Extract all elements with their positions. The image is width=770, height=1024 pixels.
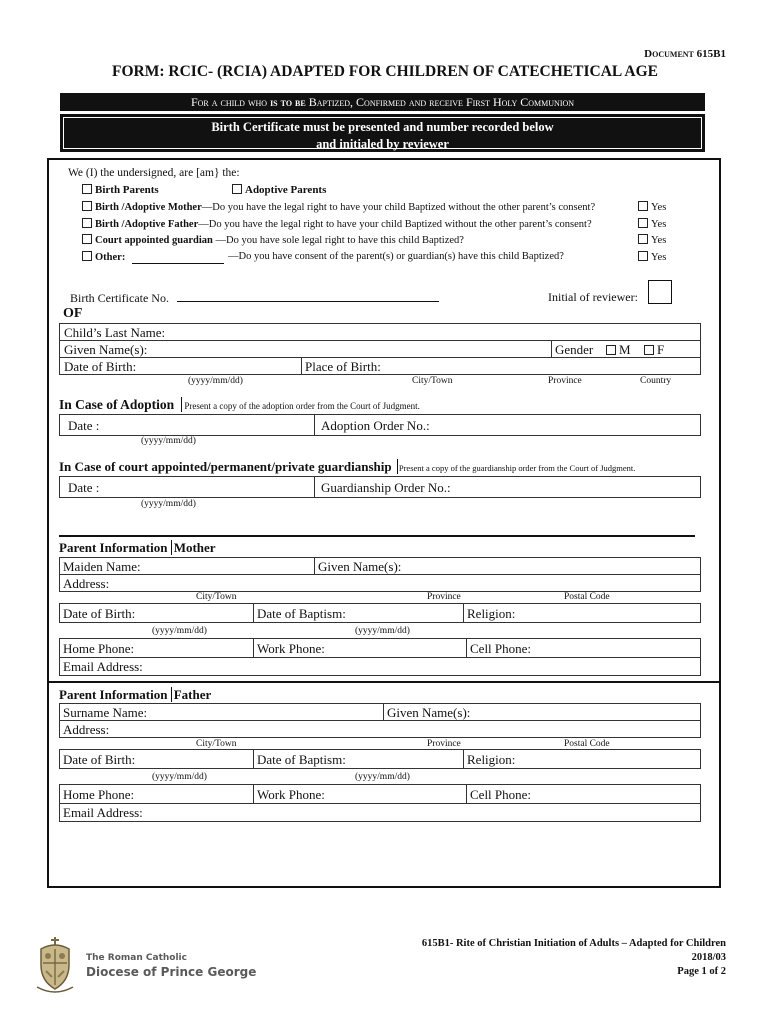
father-baptism-cell[interactable] [253, 750, 463, 768]
guardian-checkbox[interactable] [82, 234, 92, 244]
yes-father-label: Yes [651, 219, 667, 230]
mother-cell-label: Cell Phone: [470, 641, 532, 656]
mother-email-row[interactable] [59, 657, 701, 676]
yes-other [638, 251, 666, 263]
mother-baptism-label: Date of Baptism: [257, 606, 346, 621]
father-baptism-label: Date of Baptism: [257, 752, 346, 767]
father-dob-label: Date of Birth: [63, 752, 136, 767]
mother-question: —Do you have the legal right to have your child Baptized without the other parent’s consent? [201, 202, 596, 213]
mother-province-hint: Province [427, 592, 461, 602]
father-cell-label: Cell Phone: [470, 787, 532, 802]
mother-city-hint: City/Town [196, 592, 237, 602]
father-email-row[interactable] [59, 803, 701, 822]
father-name-row[interactable] [59, 703, 701, 721]
yes-guardian [638, 234, 666, 246]
document-code-prefix: Document [644, 48, 694, 60]
father-question: —Do you have the legal right to have your child Baptized without the other parent’s consent? [198, 219, 592, 230]
father-phone-row[interactable] [59, 784, 701, 804]
certificate-number-input[interactable] [177, 301, 439, 302]
father-given-label: Given Name(s): [387, 705, 471, 720]
purpose-banner [60, 93, 705, 111]
diocese-line-2: Diocese of Prince George [86, 965, 257, 979]
other-checkbox[interactable] [82, 251, 92, 261]
father-address-label: Address: [63, 722, 110, 737]
adoption-order-cell[interactable] [314, 415, 701, 435]
adoption-date-hint: (yyyy/mm/dd) [141, 436, 196, 446]
mother-dates-row[interactable] [59, 603, 701, 623]
adoption-row[interactable] [59, 414, 701, 436]
child-dob-label: Date of Birth: [64, 359, 137, 374]
other-input-line[interactable] [132, 263, 224, 264]
mother-heading-part: Mother [171, 540, 216, 555]
yes-father [638, 218, 666, 230]
mother-address-label: Address: [63, 576, 110, 591]
father-home-label: Home Phone: [63, 787, 135, 802]
female-label: F [657, 342, 665, 357]
gender-label: Gender [555, 342, 594, 357]
guardian-label: Court appointed guardian [95, 235, 213, 246]
child-last-name-row[interactable] [59, 323, 701, 341]
mother-father-divider [49, 681, 721, 683]
father-surname-label: Surname Name: [63, 705, 148, 720]
mother-label: Birth /Adoptive Mother [95, 202, 202, 213]
mother-postal-hint: Postal Code [564, 592, 610, 602]
option-adoptive-parents [232, 184, 326, 196]
child-country-hint: Country [640, 376, 672, 386]
father-dob-hint: (yyyy/mm/dd) [152, 772, 207, 782]
yes-guardian-checkbox[interactable] [638, 234, 648, 244]
banner-text-b: is to be [270, 95, 306, 109]
father-heading-part: Father [171, 687, 212, 702]
mother-name-row[interactable] [59, 557, 701, 575]
adoption-order-label: Adoption Order No.: [321, 418, 430, 433]
father-baptism-hint: (yyyy/mm/dd) [355, 772, 410, 782]
child-pob-label: Place of Birth: [305, 359, 381, 374]
notice-line-2: and initialed by reviewer [316, 137, 449, 151]
child-birth-row[interactable] [59, 357, 701, 375]
option-birth-parents [82, 184, 159, 196]
mother-religion-label: Religion: [467, 606, 516, 621]
footer-line-3: Page 1 of 2 [677, 966, 726, 977]
gender-cell [551, 341, 701, 357]
father-city-hint: City/Town [196, 739, 237, 749]
guardianship-note: Present a copy of the guardianship order from the Court of Judgment. [398, 463, 636, 473]
father-given-cell[interactable] [383, 704, 701, 720]
mother-home-label: Home Phone: [63, 641, 135, 656]
other-question: —Do you have consent of the parent(s) or guardian(s) have this child Baptized? [228, 251, 564, 262]
father-province-hint: Province [427, 739, 461, 749]
diocese-crest-icon [33, 935, 77, 995]
certificate-number-label: Birth Certificate No. [70, 291, 169, 305]
mother-work-cell[interactable] [253, 639, 466, 657]
other-label: Other: [95, 252, 126, 263]
mother-religion-cell[interactable] [463, 604, 701, 622]
mother-email-label: Email Address: [63, 659, 143, 674]
of-heading: OF [63, 306, 83, 321]
child-city-hint: City/Town [412, 376, 453, 386]
father-address-row[interactable] [59, 720, 701, 738]
place-of-birth-cell[interactable] [301, 358, 701, 374]
mother-baptism-hint: (yyyy/mm/dd) [355, 626, 410, 636]
mother-dob-label: Date of Birth: [63, 606, 136, 621]
mother-work-label: Work Phone: [257, 641, 325, 656]
question-mother [82, 201, 595, 213]
footer-info [422, 937, 726, 979]
mother-phone-row[interactable] [59, 638, 701, 658]
adoption-heading [59, 397, 420, 413]
father-work-cell[interactable] [253, 785, 466, 803]
father-religion-label: Religion: [467, 752, 516, 767]
question-father [82, 218, 592, 230]
section-divider [59, 535, 695, 537]
diocese-name [86, 953, 256, 979]
gender-male[interactable] [606, 342, 631, 358]
mother-checkbox[interactable] [82, 201, 92, 211]
yes-other-label: Yes [651, 252, 667, 263]
document-code [644, 48, 726, 60]
certificate-notice [60, 114, 705, 152]
yes-mother-checkbox[interactable] [638, 201, 648, 211]
guardianship-row[interactable] [59, 476, 701, 498]
child-given-name-label: Given Name(s): [64, 342, 148, 357]
birth-parents-label: Birth Parents [95, 184, 159, 196]
child-date-hint: (yyyy/mm/dd) [188, 376, 243, 386]
mother-baptism-cell[interactable] [253, 604, 463, 622]
guardianship-date-label: Date : [68, 480, 100, 495]
question-guardian [82, 234, 464, 246]
yes-mother [638, 201, 666, 213]
document-code-number: 615B1 [696, 48, 726, 60]
father-heading [59, 687, 211, 703]
intro-lead: We (I) the undersigned, are [am} the: [68, 167, 240, 179]
adoptive-parents-label: Adoptive Parents [245, 184, 327, 196]
father-email-label: Email Address: [63, 805, 143, 820]
footer-line-2: 2018/03 [691, 952, 726, 963]
father-work-label: Work Phone: [257, 787, 325, 802]
mother-maiden-label: Maiden Name: [63, 559, 141, 574]
father-heading-text: Parent Information [59, 687, 171, 702]
guardian-question: —Do you have sole legal right to have this child Baptized? [212, 235, 464, 246]
mother-heading [59, 540, 216, 556]
guardianship-date-hint: (yyyy/mm/dd) [141, 499, 196, 509]
male-label: M [619, 342, 631, 357]
mother-given-label: Given Name(s): [318, 559, 402, 574]
mother-given-cell[interactable] [314, 558, 701, 574]
father-postal-hint: Postal Code [564, 739, 610, 749]
father-checkbox[interactable] [82, 218, 92, 228]
adoptive-parents-checkbox[interactable] [232, 184, 242, 194]
guardianship-order-label: Guardianship Order No.: [321, 480, 451, 495]
footer-line-1: 615B1- Rite of Christian Initiation of Adults – Adapted for Children [421, 938, 726, 949]
child-last-name-label: Child’s Last Name: [64, 325, 166, 340]
female-checkbox[interactable] [644, 345, 654, 355]
adoption-title: In Case of Adoption [59, 397, 175, 412]
form-title: FORM: RCIC- (RCIA) ADAPTED FOR CHILDREN OF CATECHETICAL AGE [112, 63, 658, 80]
notice-line-1: Birth Certificate must be presented and number recorded below [211, 120, 554, 134]
mother-address-row[interactable] [59, 574, 701, 592]
yes-father-checkbox[interactable] [638, 218, 648, 228]
reviewer-initial-box[interactable] [648, 280, 672, 304]
guardianship-title: In Case of court appointed/permanent/private guardianship [59, 459, 392, 474]
guardianship-order-cell[interactable] [314, 477, 701, 497]
father-religion-cell[interactable] [463, 750, 701, 768]
yes-other-checkbox[interactable] [638, 251, 648, 261]
yes-guardian-label: Yes [651, 235, 667, 246]
adoption-note: Present a copy of the adoption order from the Court of Judgment. [184, 401, 420, 411]
male-checkbox[interactable] [606, 345, 616, 355]
guardianship-heading [59, 459, 635, 475]
mother-dob-hint: (yyyy/mm/dd) [152, 626, 207, 636]
father-label: Birth /Adoptive Father [95, 219, 199, 230]
adoption-date-label: Date : [68, 418, 100, 433]
mother-heading-text: Parent Information [59, 540, 171, 555]
child-given-name-row[interactable] [59, 340, 701, 358]
gender-female[interactable] [644, 342, 664, 358]
diocese-line-1: The Roman Catholic [86, 953, 187, 963]
mother-cell-phone-cell[interactable] [466, 639, 701, 657]
birth-parents-checkbox[interactable] [82, 184, 92, 194]
banner-text-c: Baptized, Confirmed and receive First Holy Communion [305, 95, 575, 109]
father-cell-phone-cell[interactable] [466, 785, 701, 803]
father-dates-row[interactable] [59, 749, 701, 769]
yes-mother-label: Yes [651, 202, 667, 213]
child-province-hint: Province [548, 376, 582, 386]
question-other [82, 251, 125, 263]
banner-text-a: For a child who [190, 95, 271, 109]
reviewer-initial-label: Initial of reviewer: [548, 290, 638, 304]
